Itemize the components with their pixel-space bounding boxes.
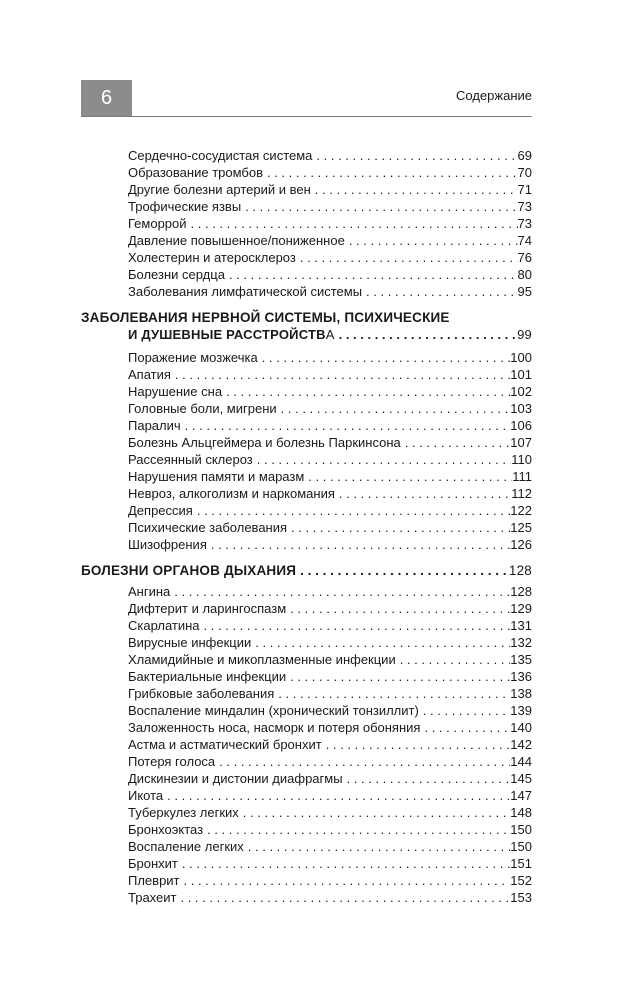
toc-entry bbox=[81, 417, 532, 434]
toc-entry-title: Потеря голоса bbox=[128, 754, 216, 769]
toc-entry-title: Болезнь Альцгеймера и болезнь Паркинсона bbox=[128, 435, 401, 450]
toc-entry-page: 76 bbox=[517, 250, 532, 265]
toc-entry-title: Хламидийные и микоплазменные инфекции bbox=[128, 652, 396, 667]
dot-leader bbox=[207, 536, 510, 553]
toc-entry-page: 131 bbox=[510, 618, 532, 633]
dot-leader bbox=[420, 719, 510, 736]
toc-entry bbox=[81, 502, 532, 519]
toc-entry-page: 152 bbox=[510, 873, 532, 888]
dot-leader bbox=[180, 872, 511, 889]
toc-entry bbox=[81, 889, 532, 906]
toc-entry-title: Туберкулез легких bbox=[128, 805, 239, 820]
toc-entry-title: Трофические язвы bbox=[128, 199, 242, 214]
toc-entry-page: 145 bbox=[510, 771, 532, 786]
dot-leader bbox=[286, 600, 510, 617]
toc-entry-title: Апатия bbox=[128, 367, 171, 382]
toc-entry bbox=[81, 266, 532, 283]
dot-leader bbox=[187, 215, 518, 232]
toc-entry-title: Бронхоэктаз bbox=[128, 822, 204, 837]
dot-leader bbox=[335, 326, 518, 343]
toc-entry bbox=[81, 736, 532, 753]
dot-leader bbox=[225, 266, 518, 283]
toc-group-nervous bbox=[81, 349, 532, 553]
toc-section-respiratory bbox=[81, 562, 532, 579]
section-title-line2: И ДУШЕВНЫЕ РАССТРОЙСТВА bbox=[128, 327, 335, 342]
toc-entry bbox=[81, 583, 532, 600]
dot-leader bbox=[181, 417, 511, 434]
toc-entry bbox=[81, 232, 532, 249]
toc-entry bbox=[81, 451, 532, 468]
toc-entry bbox=[81, 249, 532, 266]
toc-entry-page: 106 bbox=[510, 418, 532, 433]
dot-leader bbox=[244, 838, 511, 855]
toc-entry-title: Поражение мозжечка bbox=[128, 350, 258, 365]
toc-group-cardiovascular bbox=[81, 147, 532, 300]
toc-entry-title: Нарушение сна bbox=[128, 384, 223, 399]
dot-leader bbox=[296, 562, 509, 579]
toc-entry-title: Паралич bbox=[128, 418, 181, 433]
toc-entry-title: Холестерин и атеросклероз bbox=[128, 250, 296, 265]
toc-entry-page: 73 bbox=[517, 199, 532, 214]
section-page-number: 128 bbox=[508, 563, 532, 578]
toc-entry-title: Давление повышенное/пониженное bbox=[128, 233, 345, 248]
dot-leader bbox=[222, 383, 510, 400]
toc-entry bbox=[81, 366, 532, 383]
toc-entry bbox=[81, 838, 532, 855]
toc-entry-title: Геморрой bbox=[128, 216, 187, 231]
dot-leader bbox=[274, 685, 510, 702]
toc-entry-title: Болезни сердца bbox=[128, 267, 225, 282]
toc-entry-title: Астма и астматический бронхит bbox=[128, 737, 322, 752]
toc-entry bbox=[81, 685, 532, 702]
toc-entry bbox=[81, 634, 532, 651]
toc-entry-page: 122 bbox=[510, 503, 532, 518]
toc-entry-page: 73 bbox=[517, 216, 532, 231]
section-page-number: 99 bbox=[517, 327, 532, 342]
toc-entry-title: Ангина bbox=[128, 584, 171, 599]
toc-entry-page: 150 bbox=[510, 822, 532, 837]
toc-entry bbox=[81, 349, 532, 366]
toc-entry bbox=[81, 651, 532, 668]
toc-entry-title: Шизофрения bbox=[128, 537, 207, 552]
toc-entry bbox=[81, 668, 532, 685]
dot-leader bbox=[401, 434, 511, 451]
toc-entry-title: Заложенность носа, насморк и потеря обоняния bbox=[128, 720, 421, 735]
toc-section-nervous bbox=[81, 309, 532, 343]
toc-entry-title: Другие болезни артерий и вен bbox=[128, 182, 311, 197]
toc-entry-title: Головные боли, мигрени bbox=[128, 401, 277, 416]
toc-entry bbox=[81, 855, 532, 872]
dot-leader bbox=[171, 366, 510, 383]
dot-leader bbox=[193, 502, 510, 519]
dot-leader bbox=[170, 583, 510, 600]
toc-entry bbox=[81, 215, 532, 232]
toc-entry bbox=[81, 400, 532, 417]
dot-leader bbox=[163, 787, 510, 804]
dot-leader bbox=[239, 804, 511, 821]
dot-leader bbox=[253, 451, 512, 468]
toc-entry-page: 150 bbox=[510, 839, 532, 854]
dot-leader bbox=[312, 147, 517, 164]
dot-leader bbox=[396, 651, 511, 668]
toc-entry-title: Икота bbox=[128, 788, 164, 803]
section-title-row bbox=[81, 326, 532, 343]
dot-leader bbox=[304, 468, 512, 485]
toc-entry-page: 70 bbox=[517, 165, 532, 180]
toc-entry bbox=[81, 164, 532, 181]
toc-entry bbox=[81, 383, 532, 400]
dot-leader bbox=[345, 232, 518, 249]
toc-entry bbox=[81, 519, 532, 536]
toc-entry bbox=[81, 753, 532, 770]
toc-entry bbox=[81, 787, 532, 804]
toc-entry-page: 139 bbox=[510, 703, 532, 718]
toc-entry-title: Дискинезии и дистонии диафрагмы bbox=[128, 771, 343, 786]
toc-entry-page: 71 bbox=[517, 182, 532, 197]
toc-entry-page: 112 bbox=[511, 486, 532, 501]
toc-entry-page: 138 bbox=[510, 686, 532, 701]
dot-leader bbox=[286, 668, 510, 685]
dot-leader bbox=[263, 164, 518, 181]
dot-leader bbox=[311, 181, 518, 198]
toc-entry-title: Грибковые заболевания bbox=[128, 686, 275, 701]
dot-leader bbox=[419, 702, 510, 719]
toc-entry bbox=[81, 617, 532, 634]
toc-entry-title: Образование тромбов bbox=[128, 165, 263, 180]
dot-leader bbox=[258, 349, 511, 366]
toc-entry-title: Психические заболевания bbox=[128, 520, 288, 535]
header-divider bbox=[81, 116, 532, 117]
toc-entry-page: 102 bbox=[510, 384, 532, 399]
toc-entry-page: 136 bbox=[510, 669, 532, 684]
toc-entry bbox=[81, 719, 532, 736]
toc-entry-page: 69 bbox=[517, 148, 532, 163]
toc-entry-page: 144 bbox=[510, 754, 532, 769]
page-number-badge: 6 bbox=[81, 80, 132, 116]
toc-entry-title: Рассеянный склероз bbox=[128, 452, 253, 467]
toc-entry-title: Скарлатина bbox=[128, 618, 200, 633]
dot-leader bbox=[251, 634, 510, 651]
toc-entry-title: Заболевания лимфатической системы bbox=[128, 284, 363, 299]
dot-leader bbox=[178, 855, 510, 872]
toc-entry bbox=[81, 485, 532, 502]
toc-entry-page: 103 bbox=[510, 401, 532, 416]
section-title: БОЛЕЗНИ ОРГАНОВ ДЫХАНИЯ bbox=[81, 563, 297, 578]
toc-entry-page: 132 bbox=[510, 635, 532, 650]
toc-entry-page: 74 bbox=[517, 233, 532, 248]
toc-entry-title: Трахеит bbox=[128, 890, 177, 905]
toc-entry-page: 142 bbox=[510, 737, 532, 752]
section-title-line1: ЗАБОЛЕВАНИЯ НЕРВНОЙ СИСТЕМЫ, ПСИХИЧЕСКИЕ bbox=[81, 310, 450, 325]
toc-entry bbox=[81, 600, 532, 617]
toc-entry bbox=[81, 434, 532, 451]
toc-group-respiratory bbox=[81, 583, 532, 906]
toc-entry-title: Депрессия bbox=[128, 503, 193, 518]
toc-entry bbox=[81, 468, 532, 485]
toc-entry-title: Сердечно-сосудистая система bbox=[128, 148, 313, 163]
dot-leader bbox=[200, 617, 511, 634]
toc-entry bbox=[81, 536, 532, 553]
dot-leader bbox=[362, 283, 517, 300]
table-of-contents bbox=[81, 147, 532, 906]
dot-leader bbox=[343, 770, 511, 787]
toc-entry-title: Воспаление легких bbox=[128, 839, 244, 854]
dot-leader bbox=[287, 519, 510, 536]
toc-entry-title: Бактериальные инфекции bbox=[128, 669, 287, 684]
toc-entry-page: 135 bbox=[510, 652, 532, 667]
dot-leader bbox=[296, 249, 518, 266]
toc-entry-page: 140 bbox=[510, 720, 532, 735]
toc-entry bbox=[81, 198, 532, 215]
dot-leader bbox=[215, 753, 510, 770]
toc-entry-title: Вирусные инфекции bbox=[128, 635, 252, 650]
toc-entry-page: 153 bbox=[510, 890, 532, 905]
toc-entry-page: 80 bbox=[517, 267, 532, 282]
toc-entry-page: 126 bbox=[510, 537, 532, 552]
toc-entry-page: 151 bbox=[510, 856, 532, 871]
dot-leader bbox=[241, 198, 517, 215]
toc-entry-title: Воспаление миндалин (хронический тонзиллит) bbox=[128, 703, 419, 718]
toc-entry bbox=[81, 872, 532, 889]
dot-leader bbox=[277, 400, 511, 417]
toc-entry-page: 148 bbox=[510, 805, 532, 820]
toc-entry-title: Плеврит bbox=[128, 873, 180, 888]
toc-entry-page: 95 bbox=[517, 284, 532, 299]
toc-entry-page: 129 bbox=[510, 601, 532, 616]
toc-entry-page: 100 bbox=[510, 350, 532, 365]
toc-entry-title: Невроз, алкоголизм и наркомания bbox=[128, 486, 335, 501]
toc-entry-page: 147 bbox=[510, 788, 532, 803]
toc-entry-page: 107 bbox=[510, 435, 532, 450]
toc-entry bbox=[81, 702, 532, 719]
dot-leader bbox=[322, 736, 511, 753]
running-head: Содержание bbox=[456, 88, 532, 103]
toc-entry bbox=[81, 821, 532, 838]
toc-entry bbox=[81, 804, 532, 821]
toc-entry-title: Дифтерит и ларингоспазм bbox=[128, 601, 287, 616]
toc-entry-title: Нарушения памяти и маразм bbox=[128, 469, 305, 484]
toc-entry-title: Бронхит bbox=[128, 856, 178, 871]
toc-entry-page: 125 bbox=[510, 520, 532, 535]
page-header bbox=[0, 0, 619, 120]
toc-entry bbox=[81, 147, 532, 164]
dot-leader bbox=[176, 889, 510, 906]
toc-entry bbox=[81, 181, 532, 198]
toc-entry-page: 110 bbox=[511, 452, 532, 467]
dot-leader bbox=[335, 485, 511, 502]
toc-entry-page: 128 bbox=[510, 584, 532, 599]
toc-entry-page: 111 bbox=[512, 469, 532, 484]
toc-entry-page: 101 bbox=[510, 367, 532, 382]
dot-leader bbox=[203, 821, 510, 838]
toc-entry bbox=[81, 770, 532, 787]
toc-entry bbox=[81, 283, 532, 300]
